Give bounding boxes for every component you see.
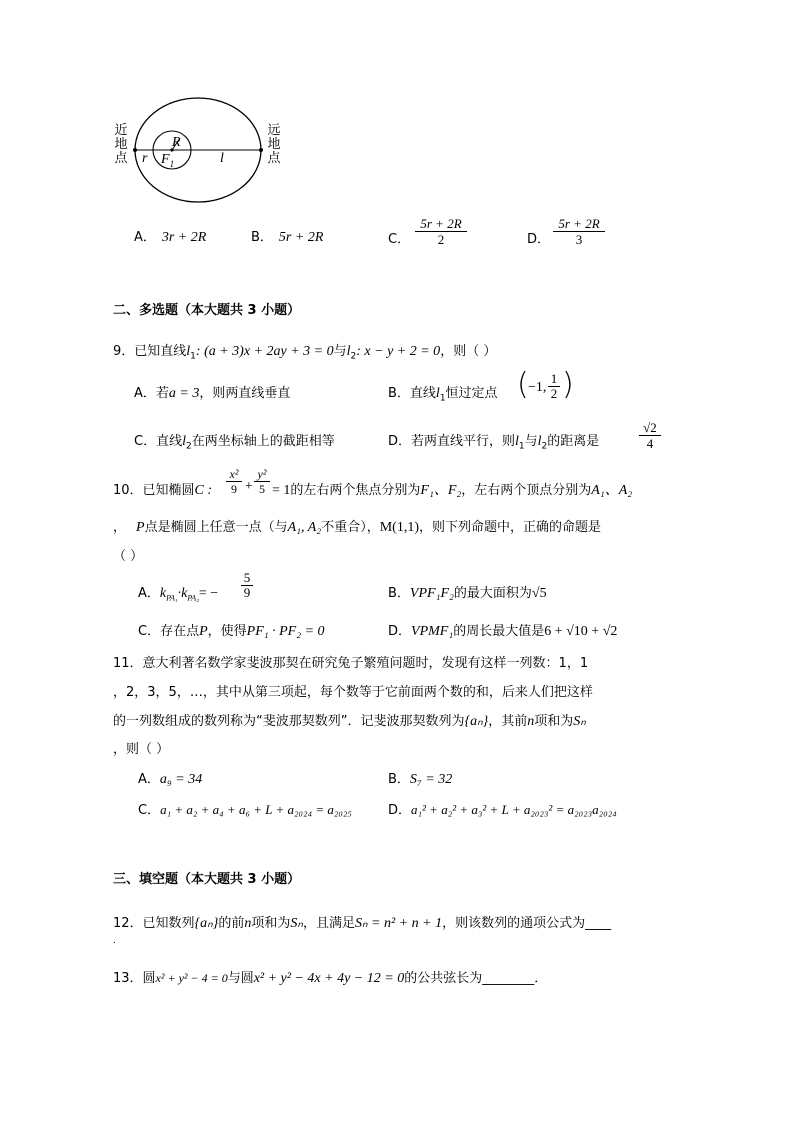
q9-option-b: B．直线$l_1$恒过定点	[388, 386, 498, 404]
q10-option-a: A．$k_{PA_1}\cdot k_{PA_2}=$ −	[138, 586, 219, 603]
q9-b-point-x: −1,	[528, 380, 547, 395]
q12-stem: 12．已知数列{aₙ}的前n项和为Sₙ，且满足Sₙ = n² + n + 1，则该数列的通项公式为____	[113, 916, 612, 931]
q13-stem: 13．圆x² + y² − 4 = 0与圆x² + y² − 4x + 4y − 12 = 0的公共弦长为________．	[113, 971, 548, 986]
q11-option-d: D．a₁² + a₂² + a₃² + L + a₂₀₂₃² = a₂₀₂₃a₂₀₂₄	[388, 802, 617, 818]
q11-line4: ，则（ ）	[113, 742, 170, 757]
q8-option-d-fraction: 5r + 2R 3	[553, 216, 605, 247]
label-r: r	[142, 151, 148, 166]
q9-b-fraction: 1 2	[548, 372, 560, 401]
q8-option-d: D．	[527, 232, 551, 247]
q9-b-paren-left: (	[517, 367, 529, 402]
q10-stem-a: 10．已知椭圆C :	[113, 483, 213, 498]
near-point-dot	[133, 148, 137, 152]
label-l: l	[220, 151, 224, 166]
q11-line1: 11．意大利著名数学家斐波那契在研究兔子繁殖问题时，发现有这样一列数：1，1	[113, 656, 589, 671]
q10-option-d: D．VPMF₁的周长最大值是6 + √10 + √2	[388, 624, 618, 639]
q9-option-a: A．若a = 3，则两直线垂直	[134, 386, 291, 401]
q10-plus: +	[244, 479, 254, 494]
q12-end: .	[113, 936, 116, 946]
far-point-dot	[259, 148, 263, 152]
q11-line3: 的一列数组成的数列称为“斐波那契数列”．记斐波那契数列为{aₙ}，其前n项和为Sₙ	[113, 714, 586, 729]
q10-option-c: C．存在点P，使得PF₁ · PF₂ = 0	[138, 624, 325, 639]
q8-option-b: B． 5r + 2R	[251, 230, 324, 245]
q10-stem-b: = 1的左右两个焦点分别为F₁、F₂，左右两个顶点分别为A₁、A₂	[272, 483, 633, 498]
q10-frac-x: x² 9	[226, 467, 242, 496]
q9-stem: 9．已知直线$l_1$: (a + 3)x + 2ay + 3 = 0与$l_2$: x − y + 2 = 0，则（ ）	[113, 344, 497, 362]
section-3-title: 三、填空题（本大题共 3 小题）	[113, 872, 301, 887]
q11-option-b: B．S₇ = 32	[388, 772, 453, 787]
q10-a-fraction: 5 9	[241, 571, 253, 600]
q11-line2: ，2，3，5，…，其中从第三项起，每个数等于它前面两个数的和，后来人们把这样	[113, 685, 593, 700]
q10-stem-line3: （ ）	[113, 549, 144, 564]
q9-option-c: C．直线$l_2$在两坐标轴上的截距相等	[134, 434, 335, 452]
q8-option-c: C．	[388, 232, 411, 247]
far-point-label: 远地点	[267, 123, 281, 166]
q9-d-fraction: √2 4	[639, 420, 661, 451]
label-R: R	[172, 135, 181, 150]
q10-frac-y: y² 5	[254, 467, 270, 496]
q8-option-a: A． 3r + 2R	[134, 230, 207, 245]
q8-option-c-fraction: 5r + 2R 2	[415, 216, 467, 247]
q9-b-paren-right: )	[562, 367, 574, 402]
label-F1: $F_1$	[161, 152, 175, 169]
q9-option-d: D．若两直线平行，则$l_1$与$l_2$的距离是	[388, 434, 600, 452]
q11-option-a: A．a₉ = 34	[138, 772, 203, 787]
q10-option-b: B．VPF₁F₂的最大面积为√5	[388, 586, 547, 601]
q11-option-c: C．a₁ + a₂ + a₄ + a₆ + L + a₂₀₂₄ = a₂₀₂₅	[138, 802, 352, 818]
ellipse-figure	[128, 94, 268, 206]
q10-stem-line2: ， P点是椭圆上任意一点（与A₁, A₂不重合），M(1,1)，则下列命题中，正确的命题是	[113, 520, 601, 535]
section-2-title: 二、多选题（本大题共 3 小题）	[113, 303, 301, 318]
near-point-label: 近地点	[114, 123, 128, 166]
